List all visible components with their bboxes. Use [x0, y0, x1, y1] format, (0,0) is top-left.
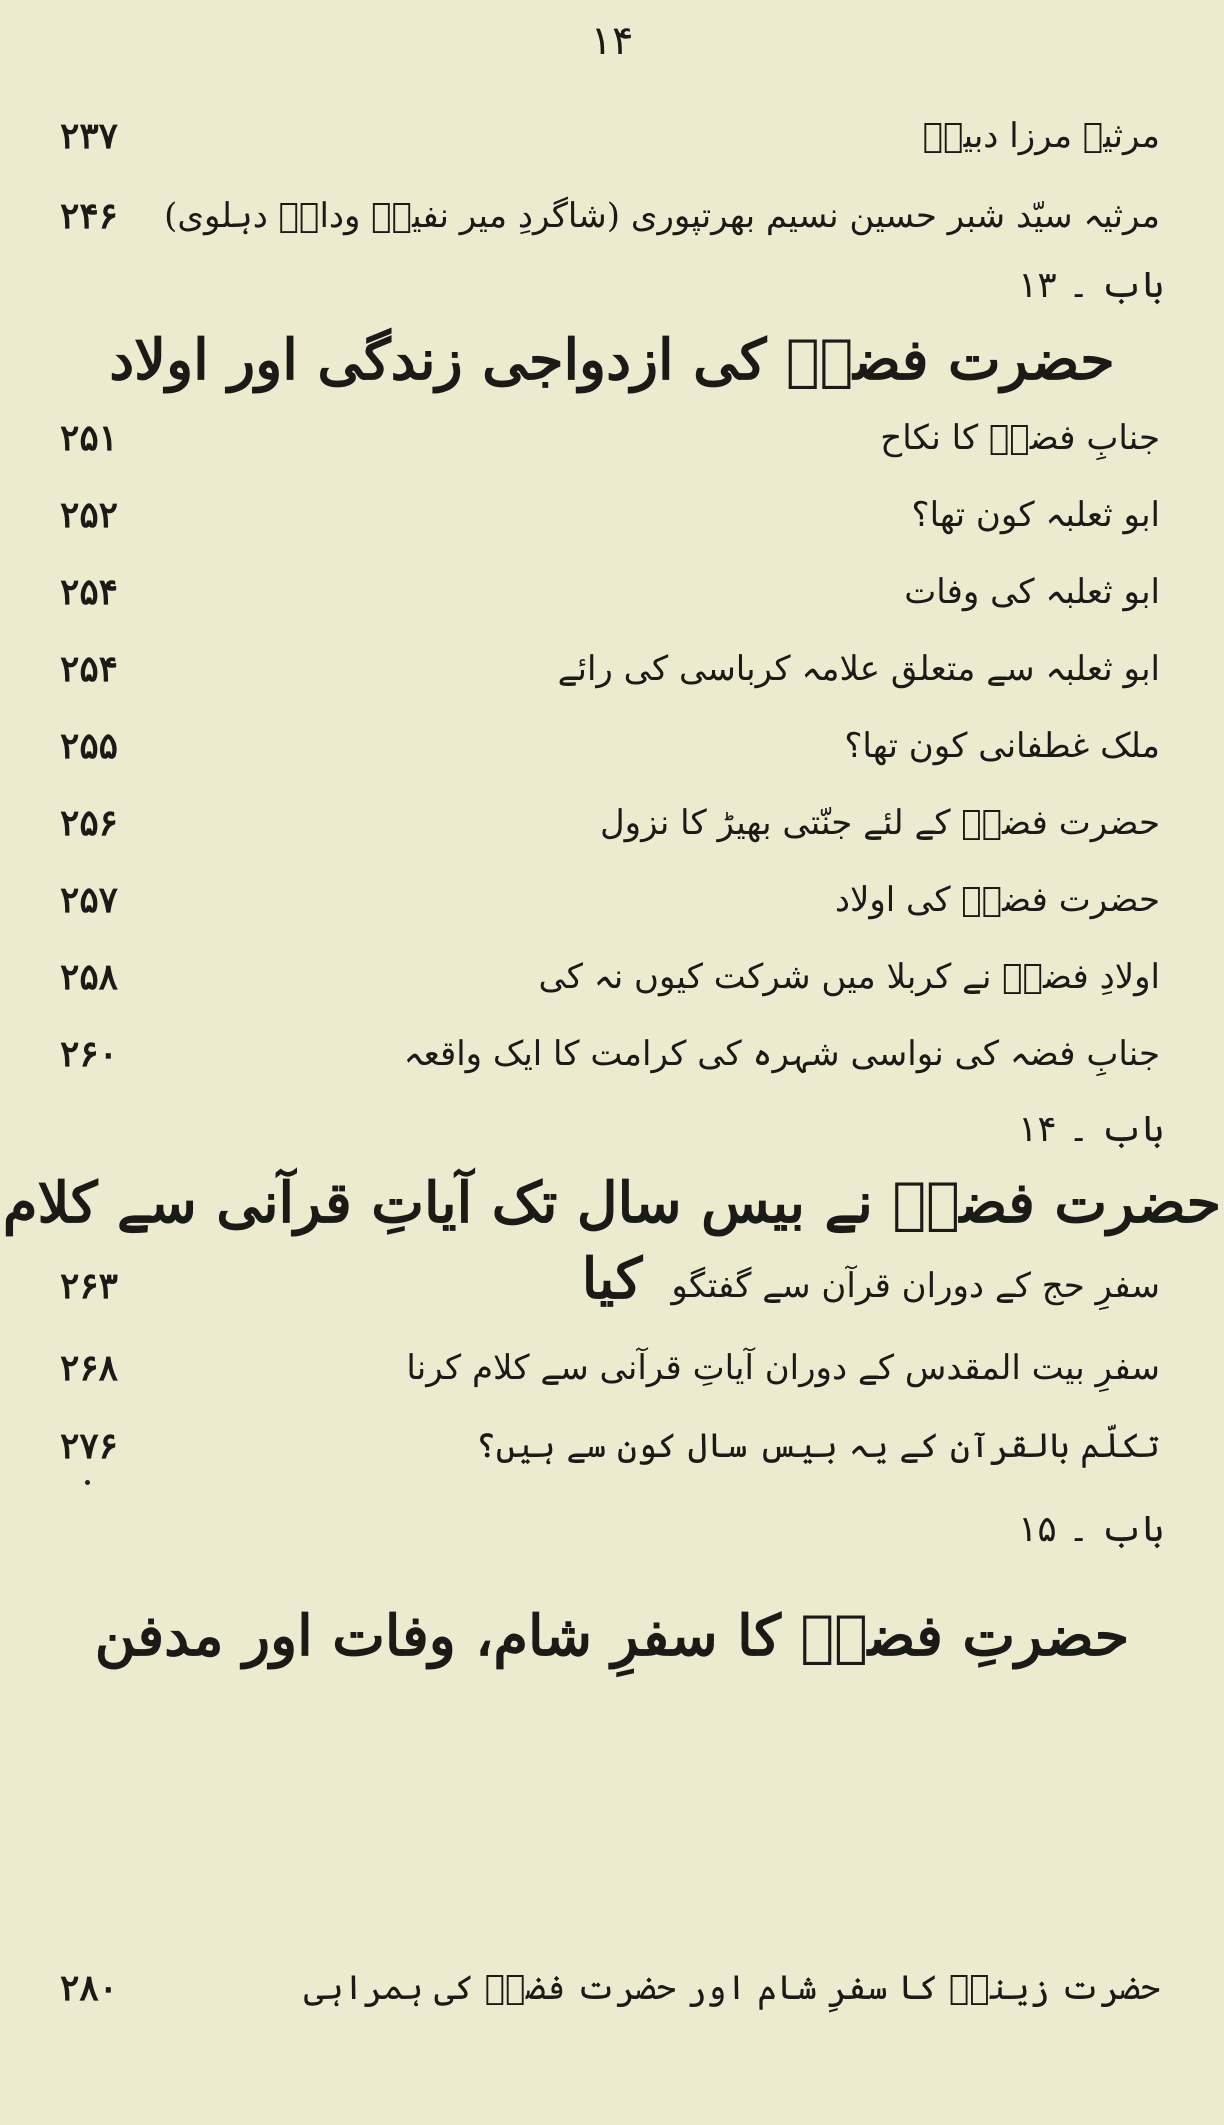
chapter-heading: حضرت فضہؑ نے بیس سال تک آیاتِ قرآنی سے کلام کیا	[2, 1170, 1222, 1312]
toc-entry-page: ۲۶۸	[60, 1347, 119, 1389]
toc-entry-page: ۲۴۶	[60, 195, 119, 237]
toc-entry	[60, 1960, 1160, 2030]
toc-entry-title: ابو ثعلبہ کون تھا؟	[911, 495, 1160, 535]
chapter-label: باب ۔ ۱۳	[1018, 265, 1164, 306]
toc-entry-title: ابو ثعلبہ سے متعلق علامہ کرباسی کی رائے	[557, 649, 1160, 689]
toc-entry-page: ۲۵۷	[60, 879, 119, 921]
toc-entry-title: حضرت فضہؑ کے لئے جنّتی بھیڑ کا نزول	[599, 803, 1160, 843]
toc-entry-title: جنابِ فضہ کی نواسی شہرہ کی کرامت کا ایک واقعہ	[403, 1034, 1160, 1074]
toc-entry-page: ۲۸۰	[60, 1967, 119, 2009]
page-number: ۱۴	[590, 18, 634, 64]
chapter-label: باب ۔ ۱۴	[1018, 1109, 1164, 1150]
chapter-heading: حضرت فضہؑ کی ازدواجی زندگی اور اولاد	[109, 327, 1115, 393]
chapter-label: باب ۔ ۱۵	[1018, 1509, 1164, 1550]
toc-entry-page: ۲۵۴	[60, 648, 119, 690]
toc-entry-page: ۲۶۳	[60, 1265, 119, 1307]
toc-entry-title: ملک غطفانی کون تھا؟	[844, 726, 1160, 766]
toc-entry	[60, 718, 1160, 788]
toc-entry	[60, 188, 1160, 258]
toc-entry-title: مرثیہ مرزا دبیرؔ	[922, 116, 1160, 156]
toc-entry-title: سفرِ حج کے دوران قرآن سے گفتگو	[671, 1266, 1160, 1306]
chapter-heading: حضرتِ فضہؑ کا سفرِ شام، وفات اور مدفن	[94, 1603, 1130, 1669]
toc-entry	[60, 1418, 1160, 1488]
toc-entry	[60, 1340, 1160, 1410]
toc-entry-page: ۲۳۷	[60, 115, 119, 157]
toc-entry	[60, 108, 1160, 178]
toc-entry-page: ۲۵۲	[60, 494, 119, 536]
toc-entry-page: ۲۷۶	[60, 1425, 119, 1467]
toc-entry-page: ۲۵۵	[60, 725, 119, 767]
toc-entry-title: حضرت فضہؑ کی اولاد	[834, 880, 1160, 920]
toc-entry	[60, 487, 1160, 557]
toc-entry-page: ۲۵۸	[60, 956, 119, 998]
toc-entry-title: مرثیہ سیّد شبر حسین نسیم بھرتپوری (شاگردِ میر نفیسؔ وداغؔ دہلوی)	[164, 196, 1160, 236]
toc-entry	[60, 410, 1160, 480]
toc-entry-title: اولادِ فضہؑ نے کربلا میں شرکت کیوں نہ کی	[538, 957, 1160, 997]
toc-entry-title: سفرِ بیت المقدس کے دوران آیاتِ قرآنی سے کلام کرنا	[406, 1348, 1160, 1388]
ink-dot	[85, 1480, 90, 1485]
toc-entry-page: ۲۶۰	[60, 1033, 119, 1075]
toc-entry-title: تکلّم بالقرآن کے یہ بیس سال کون سے ہیں؟	[475, 1426, 1160, 1466]
toc-entry	[60, 949, 1160, 1019]
toc-entry-title: جنابِ فضہؑ کا نکاح	[880, 418, 1160, 458]
toc-entry	[60, 795, 1160, 865]
toc-entry-title: ابو ثعلبہ کی وفات	[904, 572, 1160, 612]
toc-entry	[60, 564, 1160, 634]
toc-entry	[60, 1258, 1160, 1328]
toc-entry-page: ۲۵۶	[60, 802, 119, 844]
toc-entry	[60, 641, 1160, 711]
toc-entry-title: حضرت زینبؑ کا سفرِ شام اور حضرت فضہؑ کی ہمراہی	[303, 1968, 1160, 2008]
toc-entry	[60, 872, 1160, 942]
toc-entry	[60, 1026, 1160, 1096]
toc-entry-page: ۲۵۱	[60, 417, 119, 459]
toc-entry-page: ۲۵۴	[60, 571, 119, 613]
